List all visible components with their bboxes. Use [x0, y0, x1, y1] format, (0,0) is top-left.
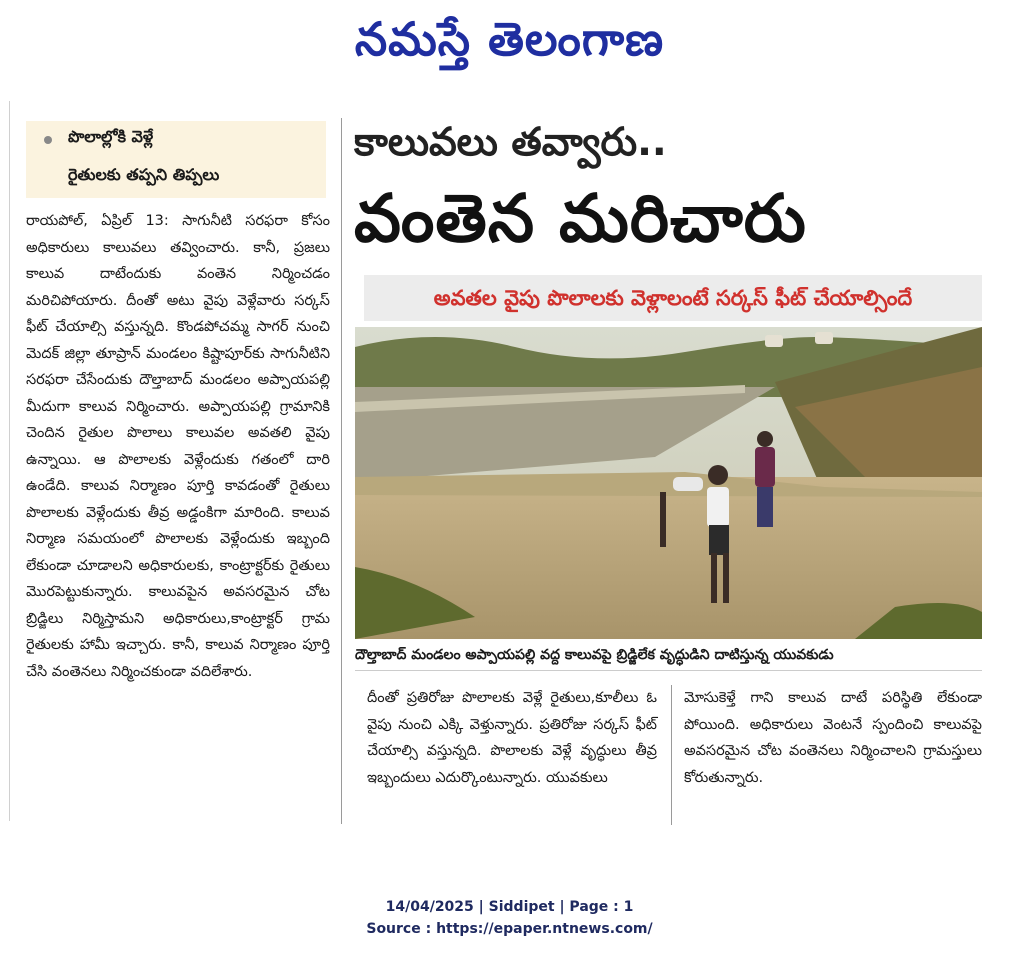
- article-column-3: మోసుకెళ్తే గాని కాలువ దాటే పరిస్థితి లేకుండా పోయింది. అధికారులు వెంటనే స్పందించి కాలువపై అవసరమైన చోట వంతెనలు నిర్మించాలని గ్రామస్తులు కోరుతున్నారు.: [684, 690, 982, 786]
- highlight-line-2: రైతులకు తప్పని తిప్పలు: [68, 165, 220, 184]
- column-divider: [671, 685, 672, 825]
- article-column-1: రాయపోల్, ఏప్రిల్ 13: సాగునీటి సరఫరా కోసం అధికారులు కాలువలు తవ్వించారు. కానీ, ప్రజలు కాలువ దాటేందుకు వంతెన నిర్మించడం మరిచిపోయారు. దీంతో అటు వైపు వెళ్లేవారు సర్కస్ ఫీట్ చేయాల్సి వస్తున్నది. కొండపోచమ్మ సాగర్ నుంచి మెదక్ జిల్లా తూప్రాన్ మండలం కిష్టాపూర్‌కు సాగునీటిని సరఫరా చేసేందుకు దౌల్తాబాద్ మండలం అప్పాయపల్లి మీదుగా కాలువ నిర్మించారు. అప్పాయపల్లి గ్రామానికి చెందిన రైతుల పొలాలు కాలువల అవతలి వైపు ఉన్నాయి. ఆ పొలాలకు వెళ్లేందుకు గతంలో దారి ఉండేది. కాలువ నిర్మాణం పూర్తి కావడంతో రైతులు పొలాలకు వెళ్లేందుకు తీవ్ర అడ్డంకిగా మారింది. కాలువ నిర్మాణ సమయంలో పొలాలకు వెళ్లేందుకు ఇబ్బంది లేకుండా చూడాలని అధికారులకు, కాంట్రాక్టర్‌కు రైతులు మొరపెట్టుకున్నారు. కాలువపైన అవసరమైన చోట బ్రిడ్జిలు నిర్మిస్తామని అధికారులు,కాంట్రాక్టర్ గ్రామ రైతులకు హామీ ఇచ్చారు. కానీ, కాలువ నిర్మాణం పూర్తి చేసి వంతెనలు నిర్మించకుండా వదిలేశారు.: [26, 213, 330, 680]
- footer-date-edition: 14/04/2025 | Siddipet | Page : 1: [385, 899, 634, 915]
- article-headline: వంతెన మరిచారు: [354, 180, 807, 257]
- column-divider: [341, 118, 342, 824]
- highlight-line-1: పొలాల్లోకి వెళ్లే: [68, 127, 154, 146]
- news-photo: [355, 327, 982, 639]
- article-strapline: అవతల వైపు పొలాలకు వెళ్లాలంటే సర్కస్ ఫీట్ చేయాల్సిందే: [364, 275, 982, 321]
- footer-source: Source : https://epaper.ntnews.com/: [366, 921, 653, 937]
- highlight-box: [26, 121, 326, 198]
- photo-caption: దౌల్తాబాద్ మండలం అప్పాయపల్లి వద్ద కాలువపై బ్రిడ్జిలేక వృద్ధుడిని దాటిస్తున్న యువకుడు: [355, 640, 982, 671]
- bullet-icon: [44, 136, 52, 144]
- article-kicker: కాలువలు తవ్వారు..: [354, 120, 667, 165]
- left-margin-rule: [9, 101, 10, 821]
- article-column-2: దీంతో ప్రతిరోజు పొలాలకు వెళ్లే రైతులు,కూలీలు ఓ వైపు నుంచి ఎక్కి వెళ్తున్నారు. ప్రతిరోజు సర్కస్ ఫీట్ చేయాల్సి వస్తున్నది. పొలాలకు వెళ్లే వృద్ధులు తీవ్ర ఇబ్బందులు ఎదుర్కొంటున్నారు. యువకులు: [367, 690, 657, 786]
- newspaper-masthead: నమస్తే తెలంగాణ: [354, 12, 665, 66]
